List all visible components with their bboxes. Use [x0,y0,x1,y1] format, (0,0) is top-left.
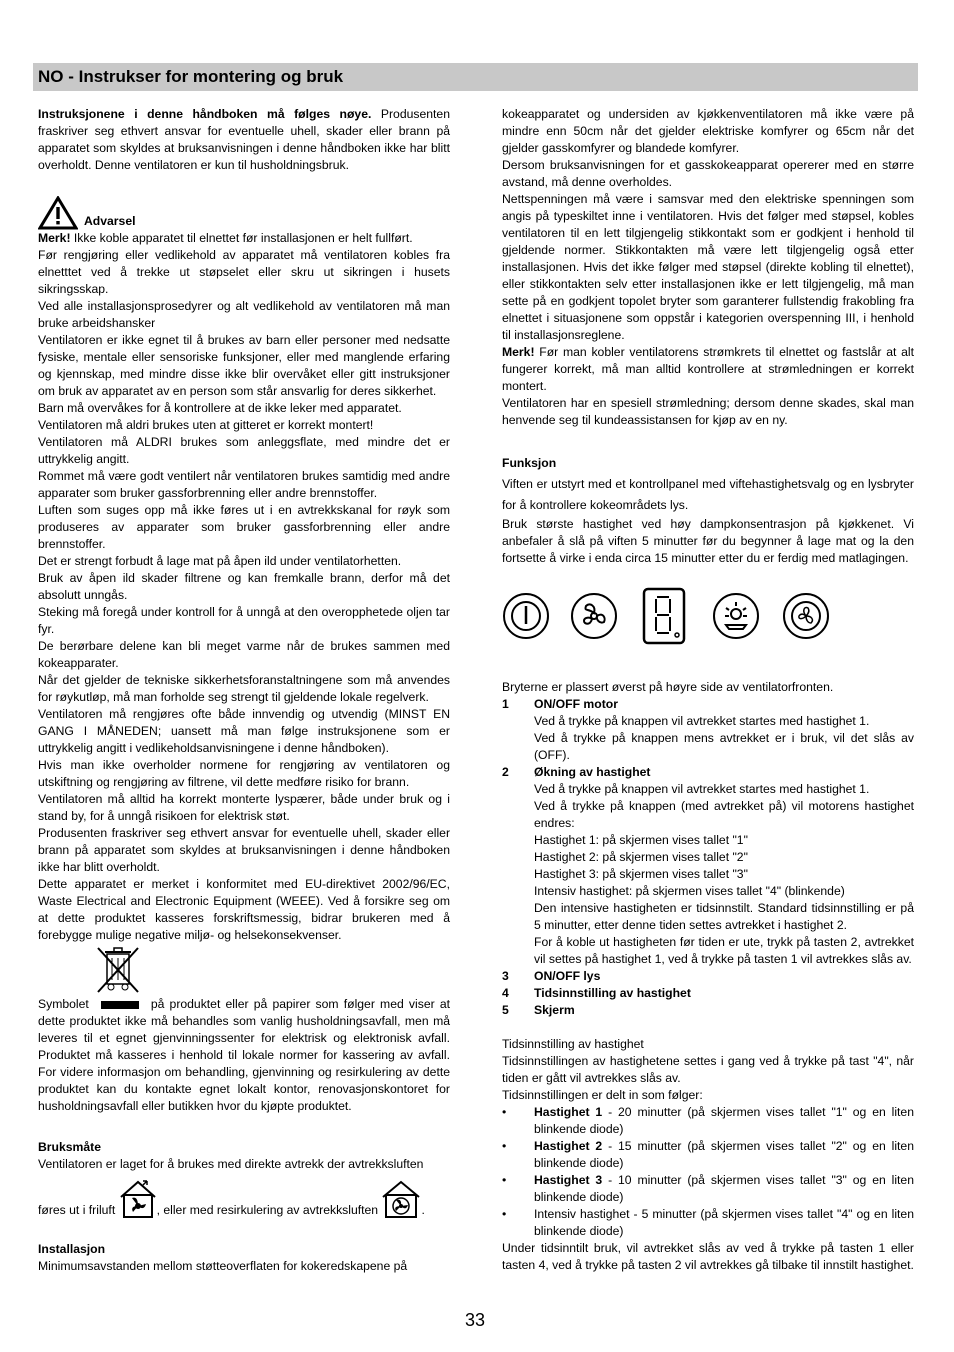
bullet-dot: • [502,1207,507,1221]
bullet-rest: - 10 minutter (på skjermen vises tallet "3" og en liten blinkende diode) [534,1173,914,1204]
recirculation-icon [381,1179,421,1219]
page-number: 33 [465,1310,486,1330]
intro-paragraph: Instruksjonene i denne håndboken må følges nøye. Produsenten fraskriver seg ethvert ansvar for eventuelle uhell, skader eller brann på apparatet som skyldes at bruksanvisningen i denne håndboken ikke har blitt overholdt. Denne ventilatoren er kun til husholdningsbruk. [38,107,450,172]
safety-paragraph: Barn må overvåkes for å kontrollere at de ikke leker med apparatet. [38,401,402,415]
bullet-rest: - 15 minutter (på skjermen vises tallet "2" og en liten blinkende diode) [534,1139,914,1170]
speed-bullet [502,1206,914,1240]
safety-paragraph: Dette apparatet er merket i konformitet med EU-direktivet 2002/96/EC, Waste Electrical and Electronic Equipment (WEEE). Ved å forsikre seg om at dette produktet kasseres forskriftsmessig, bidrar brukeren med å forebygge mulige negative miljø- og helsekonsekvenser. [38,877,450,942]
button-list-item [502,764,914,781]
symbol-paragraph: Symbolet på produktet eller på papirer som følger med viser at dette produktet ikke må behandles som vanlig husholdningsavfall, men må leveres til et egnet gjenvinningssenter for elektrisk og elektronisk avfall. Produktet må kasseres i henhold til lokale normer for kassering av avfall. For videre informasjon om behandling, gjenvinning og resirkulering av dette produktet kan du kontakte egnet lokalt kontor, renovasjonskontoret for husholdningsavfall eller butikken hvor du kjøpte produktet. [38,997,450,1113]
bruksmate-heading: Bruksmåte [38,1140,101,1154]
safety-paragraph: Når det gjelder de tekniske sikkerhetsforanstaltningene som må anvendes for røykutløp, må man forholde seg strengt til gjeldende lokale regelverk. [38,673,450,704]
item-description: Ved å trykke på knappen (med avtrekket på) vil motorens hastighet endres: [534,799,914,830]
merk-paragraph-right: Merk! Før man kobler ventilatorens strømkrets til elnettet og fastslår at alt fungerer korrekt, må man alltid kontrollere at strømledningen er korrekt montert. [502,345,914,393]
bullet-dot: • [502,1105,507,1119]
last-paragraph: Under tidsinntilt bruk, vil avtrekket slås av ved å trykke på tasten 1 eller tasten 4, ved å trykke på tasten 2 vil avtrekkes gå tilbake til innstilt hastighet. [502,1241,914,1272]
safety-paragraph: Ventilatoren må rengjøres ofte både innvendig og utvendig (MINST EN GANG I MÅNEDEN; uansett må man følge instruksjonene som er uttrykkelig angitt i vedlikeholdsanvisningene i denne håndboken). [38,707,450,755]
item-description: Hastighet 1: på skjermen vises tallet "1" [534,833,748,847]
speed-bullet [502,1104,914,1138]
gas-paragraph: Dersom bruksanvisningen for et gasskokeapparat opererer med en større avstand, må denne overholdes. [502,158,914,189]
tids-heading: Tidsinnstilling av hastighet [502,1037,644,1051]
ducted-extraction-icon [119,1179,157,1219]
bruksmate-text: Ventilatoren er laget for å brukes med direkte avtrekk der avtrekksluften [38,1157,424,1171]
right-column [502,106,914,1274]
light-button-icon [712,592,760,640]
safety-paragraphs [38,247,450,944]
bullet-rest: - 20 minutter (på skjermen vises tallet "1" og en liten blinkende diode) [534,1105,914,1136]
safety-paragraph: Ved alle installasjonsprosedyrer og alt vedlikehold av ventilatoren må man bruke arbeidshansker [38,299,450,330]
distance-paragraph: kokeapparatet og undersiden av kjøkkenventilatoren må ikke være på mindre enn 50cm når det gjelder elektriske komfyrer og 65cm når det gjelder gasskomfyrer og blandede komfyrer. [502,107,914,155]
speed-bullet [502,1172,914,1206]
warning-label: Advarsel [84,214,136,228]
bullet-dot: • [502,1139,507,1153]
installasjon-text: Minimumsavstanden mellom støtteoverflaten for kokeredskapene på [38,1259,408,1273]
item-title: Økning av hastighet [534,765,651,779]
power-button-icon [502,592,550,640]
item-description: Den intensive hastigheten er tidsinnstilt. Standard tidsinnstilling er på 5 minutter, etter denne tiden settes avtrekket i hastighet 2. [534,901,914,932]
button-list-item [502,968,914,985]
item-description: For å koble ut hastigheten før tiden er ute, trykk på tasten 2, avtrekket vil settes på hastighet 1, ved å trykke på tasten 1 vil avtrekkes slås av. [534,935,914,966]
item-number: 4 [502,986,509,1000]
merk-paragraph: Merk! Ikke koble apparatet til elnettet før installasjonen er helt fullført. [38,231,413,245]
safety-paragraph: Ventilatoren må aldri brukes uten at gitteret er korrekt montert! [38,418,374,432]
left-column [38,106,450,1275]
button-list-item [502,985,914,1002]
bullet-bold: Hastighet 2 [534,1139,603,1153]
black-bar-symbol [101,1001,139,1009]
item-description: Ved å trykke på knappen mens avtrekket er i bruk, vil det slås av (OFF). [534,731,914,762]
item-title: Skjerm [534,1003,575,1017]
weee-block [38,944,450,996]
page-title: NO - Instrukser for montering og bruk [38,67,344,86]
item-description: Ved å trykke på knappen vil avtrekket startes med hastighet 1. [534,782,870,796]
tids-paragraph-2: Tidsinnstillingen er delt in som følger: [502,1088,703,1102]
item-number: 1 [502,697,509,711]
button-list [502,696,914,1019]
safety-paragraph: Bruk av åpen ild skader filtrene og kan fremkalle brann, derfor må det absolutt unngås. [38,571,450,602]
item-description: Ved å trykke på knappen vil avtrekket startes med hastighet 1. [534,714,870,728]
safety-paragraph: Ventilatoren er ikke egnet til å brukes av barn eller personer med nedsatte fysiske, mentale eller sensoriske funksjoner, eller med manglende erfaring og kjennskap, med mindre disse ikke blir overvåket eller gitt instruksjoner om bruk av apparatet av en person som står ansvarlig for deres sikkerhet. [38,333,450,398]
item-title: ON/OFF lys [534,969,601,983]
item-number: 2 [502,765,509,779]
button-list-item [502,1002,914,1019]
speed-bullet-list [502,1104,914,1240]
funksjon-paragraph-1: Viften er utstyrt med et kontrollpanel med viftehastighetsvalg og en lysbryter for å kontrollere kokeområdets lys. [502,477,914,512]
bryter-paragraph: Bryterne er plassert øverst på høyre side av ventilatorfronten. [502,680,834,694]
funksjon-paragraph-2: Bruk største hastighet ved høy dampkonsentrasjon på kjøkkenet. Vi anbefaler å slå på viften 5 minutter før du begynner å lage mat og la den fortsette å virke i enda circa 15 minutter etter du er ferdig med matlagingen. [502,517,914,565]
installasjon-heading: Installasjon [38,1242,106,1256]
safety-paragraph: Steking må foregå under kontroll for å unngå at den overopphetede oljen tar fyr. [38,605,450,636]
bruksmate-line2: føres ut i friluft , eller med resirkulering av avtrekksluften . [38,1179,450,1219]
voltage-paragraph: Nettspenningen må være i samsvar med den elektriske spenningen som angis på typeskiltet inne i ventilatoren. Hvis det følger med støpsel, kobles ventilatoren til en lett tilgjengelig stikkontakt som er godkjent i henhold til gjeldende normer. Stikkontakten må være lett tilgjengelig også etter installasjonen. Hvis det ikke følger med støpsel (direkte kobling til elnettet), eller stikkontakten selv etter installasjonen ikke er lett tilgjengelig, må man sette på en godkjent topolet bryter som garanterer fullstendig frakobling fra elnettet i situasjonene som oppstår i kategorien overspenning III, i henhold til installasjonsreglene. [502,192,914,342]
cable-paragraph: Ventilatoren har en spesiell strømledning; dersom denne skades, skal man henvende seg til kundeassistansen for kjøp av en ny. [502,396,914,427]
item-title: ON/OFF motor [534,697,618,711]
crossed-bin-icon [94,944,142,994]
safety-paragraph: Hvis man ikke overholder normene for rengjøring av ventilatoren og utskiftning og rengjøring av filtrene, vil dette medføre risiko for brann. [38,758,450,789]
safety-paragraph: Ventilatoren må ALDRI brukes som anleggsflate, med mindre det er uttrykkelig angitt. [38,435,450,466]
item-number: 5 [502,1003,509,1017]
warning-triangle-icon [38,196,78,230]
bullet-text [534,1104,914,1138]
safety-paragraph: Produsenten fraskriver seg ethvert ansvar for eventuelle uhell, skader eller brann på apparatet som skyldes at bruksanvisningen i denne håndboken ikke har blitt overholdt. [38,826,450,874]
item-title: Tidsinnstilling av hastighet [534,986,691,1000]
bullet-rest: Intensiv hastighet - 5 minutter (på skjermen vises tallet "4" og en liten blinkende diode) [534,1207,914,1238]
section-header [33,63,918,91]
funksjon-heading: Funksjon [502,456,557,470]
warning-block [38,196,450,230]
safety-paragraph: De berørbare delene kan bli meget varme når de brukes sammen med kokeapparater. [38,639,450,670]
bullet-text [534,1172,914,1206]
display-screen-icon [642,587,686,645]
safety-paragraph: Før rengjøring eller vedlikehold av apparatet må ventilatoren kobles fra elnetttet ved å trekke ut støpselet eller skru ut sikringen i husets sikringsskap. [38,248,450,296]
tids-paragraph-1: Tidsinnstillingen av hastighetene settes i gang ved å trykke på tast "4", når tiden er gått vil avtrekkes slås av. [502,1054,914,1085]
item-description: Hastighet 3: på skjermen vises tallet "3" [534,867,748,881]
timer-button-icon [782,592,830,640]
item-description: Hastighet 2: på skjermen vises tallet "2" [534,850,748,864]
speed-bullet [502,1138,914,1172]
bullet-text [534,1206,914,1240]
item-number: 3 [502,969,509,983]
button-list-item [502,696,914,713]
bullet-bold: Hastighet 3 [534,1173,603,1187]
item-description: Intensiv hastighet: på skjermen vises tallet "4" (blinkende) [534,884,845,898]
bullet-dot: • [502,1173,507,1187]
safety-paragraph: Ventilatoren må alltid ha korrekt monterte lyspærer, både under bruk og i stand by, for å unngå risikoen for elektrisk støt. [38,792,450,823]
safety-paragraph: Luften som suges opp må ikke føres ut i en avtrekkskanal for røyk som produseres av apparater som bruker gassforbrenning eller andre brennstoffer. [38,503,450,551]
bullet-bold: Hastighet 1 [534,1105,603,1119]
control-panel-icons [502,587,914,667]
fan-speed-button-icon [570,592,618,640]
bullet-text [534,1138,914,1172]
safety-paragraph: Rommet må være godt ventilert når ventilatoren brukes samtidig med andre apparater som bruker gassforbrenning eller andre brennstoffer. [38,469,450,500]
safety-paragraph: Det er strengt forbudt å lage mat på åpen ild under ventilatorhetten. [38,554,402,568]
